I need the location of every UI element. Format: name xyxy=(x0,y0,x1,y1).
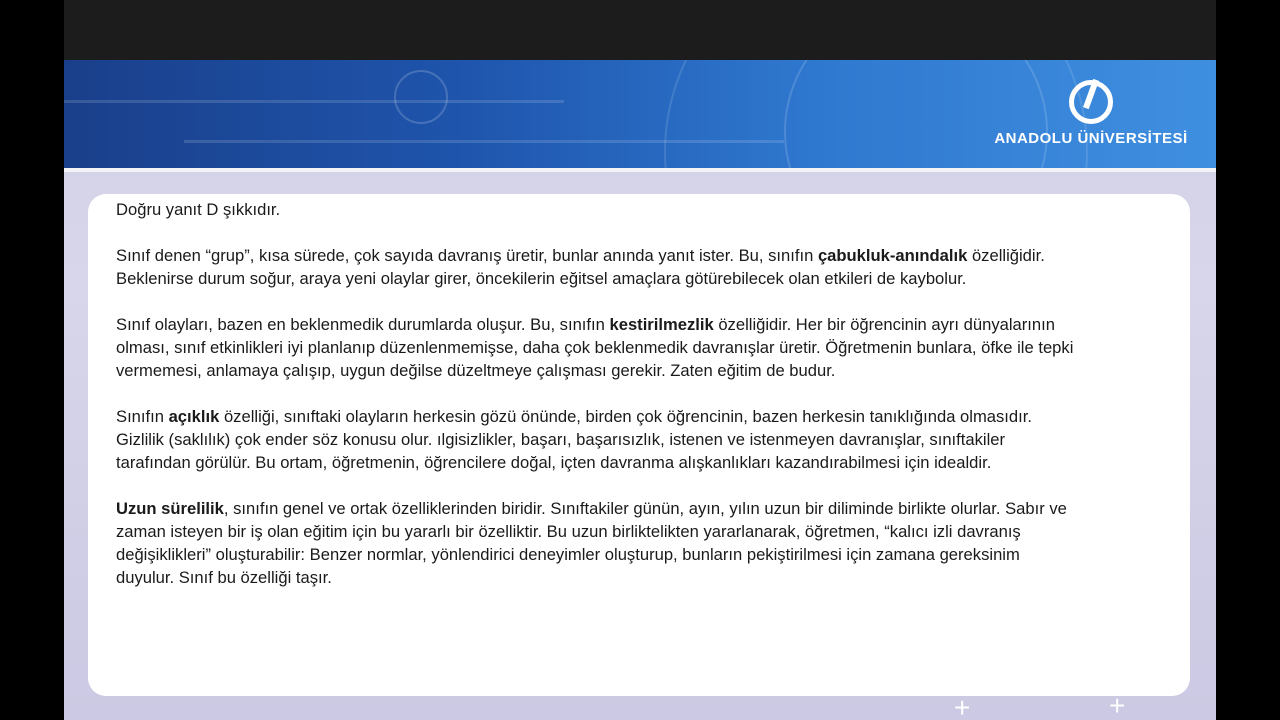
key-term: Uzun sürelilik xyxy=(116,499,224,518)
paragraph-quickness xyxy=(116,244,1076,290)
paragraph-text: Sınıf olayları, bazen en beklenmedik durumlarda oluşur. Bu, sınıfın xyxy=(116,315,610,334)
paragraph-text: Sınıfın xyxy=(116,407,169,426)
paragraph-text: , sınıfın genel ve ortak özelliklerinden biridir. Sınıftakiler günün, ayın, yılın uzun bir diliminde birlikte olurlar. Sabır ve zaman isteyen bir iş olan eğitim için bu yararlı bir özelliktir. Bu uzun birliktelikten yararlanarak, öğretmen, “kalıcı izli davranış değişiklikleri” oluşturabilir: Benzer normlar, yönlendirici deneyimler oluşturup, bunların pekiştirilmesi için zamana gereksinim duyulur. Sınıf bu özelliği taşır. xyxy=(116,499,1067,587)
paragraph-text: özelliği, sınıftaki olayların herkesin gözü önünde, birden çok öğrencinin, bazen herkesin tanıklığında olmasıdır. Gizlilik (saklılık) çok ender söz konusu olur. ılgisizlikler, başarı, başarısızlık, istenen ve istenmeyen davranışlar, sınıftakiler tarafından görülür. Bu ortam, öğretmenin, öğrencilere doğal, içten davranma alışkanlıkları kazandırabilmesi için idealdir. xyxy=(116,407,1032,472)
presentation-slide xyxy=(64,0,1216,720)
key-term: açıklık xyxy=(168,407,220,426)
banner-divider xyxy=(64,168,1216,172)
paragraph-text: Sınıf denen “grup”, kısa sürede, çok sayıda davranış üretir, bunlar anında yanıt ister. Bu, sınıfın xyxy=(116,246,818,265)
answer-line: Doğru yanıt D şıkkıdır. xyxy=(116,200,281,219)
key-term: çabukluk-anındalık xyxy=(817,246,968,265)
paragraph-text: özelliğidir. Beklenirse durum soğur, araya yeni olaylar girer, öncekilerin eğitsel amaçlara götürebilecek olan etkileri de kaybolur. xyxy=(116,246,1045,288)
logo-text: ANADOLU ÜNİVERSİTESİ xyxy=(994,130,1188,147)
paragraph-unpredictability xyxy=(116,313,1076,382)
university-emblem-icon xyxy=(1069,80,1113,124)
paragraph-text: özelliğidir. Her bir öğrencinin ayrı dünyalarının olması, sınıf etkinlikleri iyi planlanıp düzenlenmemişse, daha çok beklenmedik davranışlar üretir. Öğretmenin bunlara, öfke ile tepki vermemesi, anlamaya çalışıp, uygun değilse düzeltmeye çalışması gerekir. Zaten eğitim de budur. xyxy=(116,315,1074,380)
paragraph-openness xyxy=(116,405,1076,474)
top-black-bar xyxy=(64,0,1216,60)
university-logo xyxy=(986,80,1196,160)
paragraph-duration xyxy=(116,497,1076,589)
decorative-plus-icon: + xyxy=(1109,690,1126,720)
decorative-plus-icon: + xyxy=(954,692,971,720)
slide-text-content xyxy=(116,198,1076,612)
decorative-seal-icon xyxy=(394,70,448,124)
key-term: kestirilmezlik xyxy=(609,315,714,334)
decorative-stripe xyxy=(64,100,564,103)
decorative-stripe xyxy=(184,140,784,143)
